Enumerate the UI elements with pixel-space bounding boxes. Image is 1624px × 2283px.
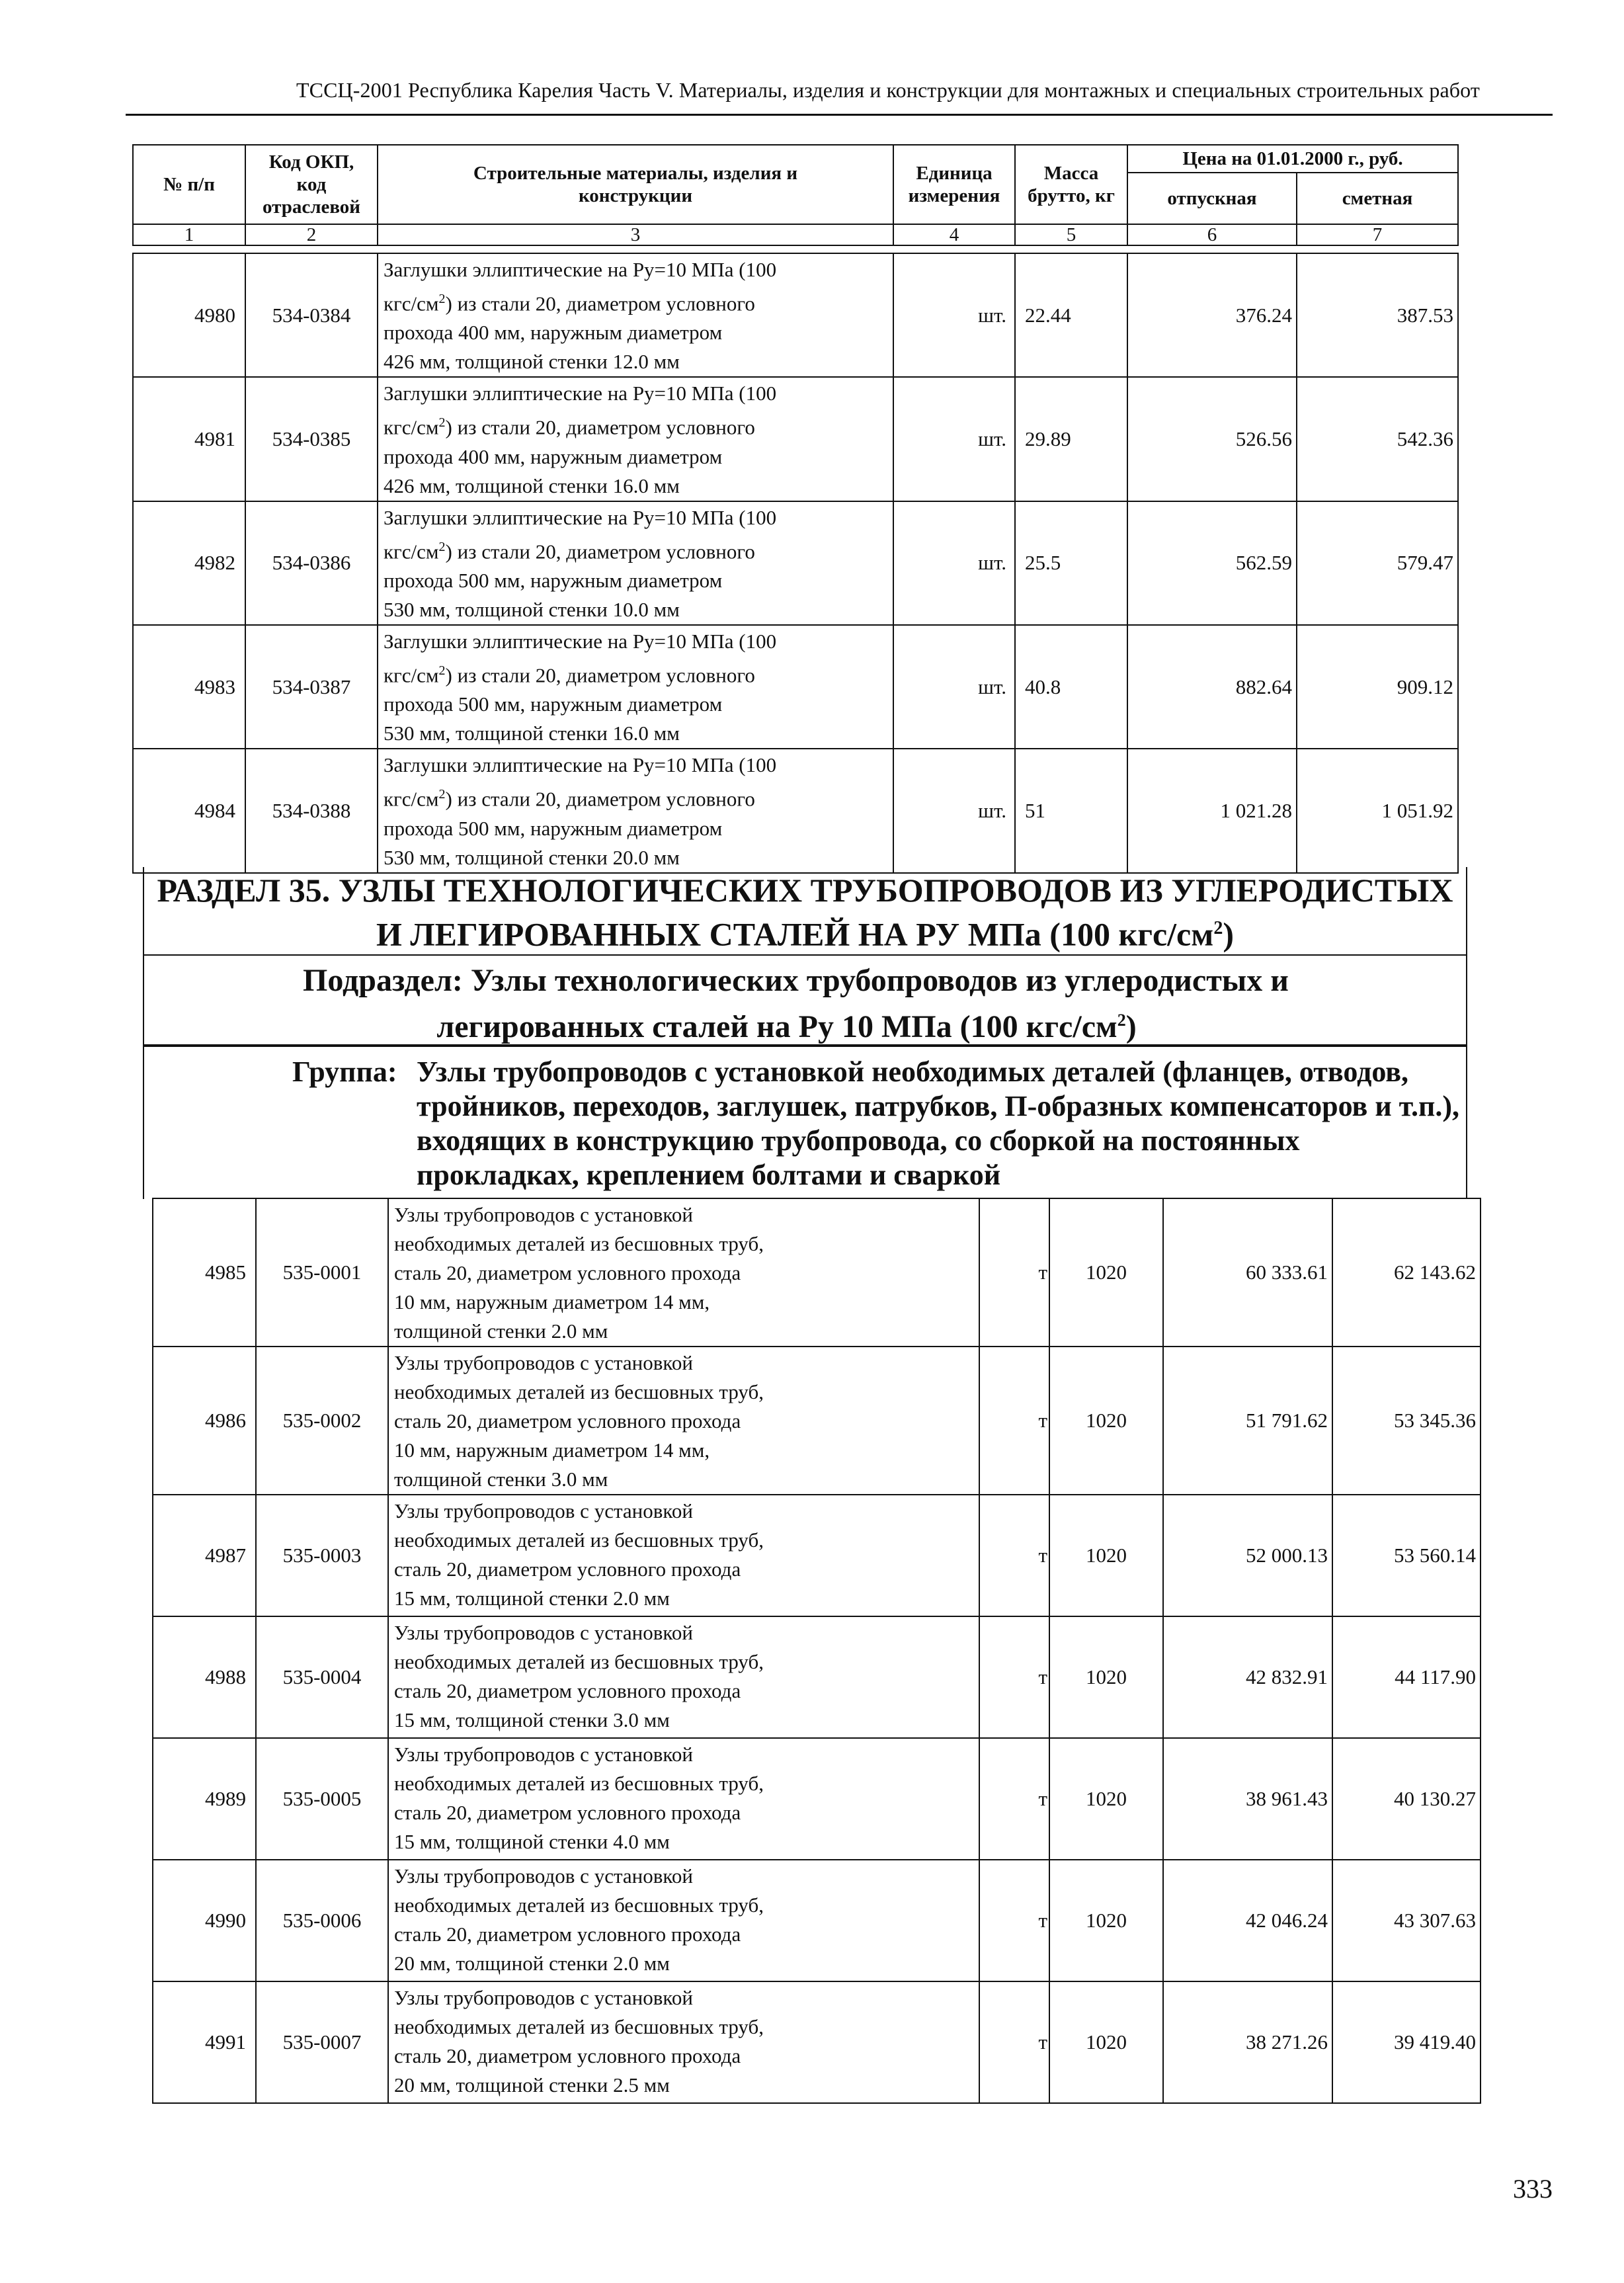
col-unit-header	[893, 145, 1015, 224]
superscript: 2	[438, 415, 446, 431]
description-line: 10 мм, наружным диаметром 14 мм,	[394, 1438, 710, 1462]
description-line: сталь 20, диаметром условного прохода	[394, 1261, 741, 1284]
description-line: Узлы трубопроводов с установкой	[394, 1203, 693, 1226]
description-line: Узлы трубопроводов с установкой	[394, 1351, 693, 1374]
row-estimate-price: 53 560.14	[1332, 1495, 1481, 1616]
row-release-price: 526.56	[1127, 377, 1297, 501]
row-estimate-price: 44 117.90	[1332, 1616, 1481, 1738]
row-description	[378, 377, 893, 501]
row-unit: шт.	[893, 377, 1015, 501]
description-line: 20 мм, толщиной стенки 2.5 мм	[394, 2073, 670, 2096]
col-index: 1	[133, 224, 245, 245]
col-name-header-line: конструкции	[578, 185, 693, 206]
description-line: прохода 500 мм, наружным диаметром	[384, 692, 723, 716]
col-mass-header-line: Масса	[1043, 163, 1099, 184]
superscript: 2	[1213, 918, 1223, 938]
description-line: Узлы трубопроводов с установкой	[394, 1499, 693, 1522]
col-code-header-line: отраслевой	[262, 196, 361, 218]
description-text: ) из стали 20, диаметром условного	[445, 415, 755, 439]
page-number: 333	[1513, 2174, 1553, 2204]
row-release-price: 38 961.43	[1163, 1738, 1332, 1860]
col-name-header-line: Строительные материалы, изделия и	[473, 163, 798, 184]
row-estimate-price: 909.12	[1297, 625, 1458, 749]
row-description	[388, 1738, 979, 1860]
col-index: 6	[1127, 224, 1297, 245]
description-line: сталь 20, диаметром условного прохода	[394, 1557, 741, 1581]
row-code: 535-0003	[256, 1495, 388, 1616]
row-estimate-price: 62 143.62	[1332, 1198, 1481, 1347]
row-estimate-price: 40 130.27	[1332, 1738, 1481, 1860]
row-description	[388, 1981, 979, 2103]
table-row	[153, 1495, 1481, 1616]
row-code: 534-0386	[245, 501, 378, 625]
row-code: 535-0002	[256, 1347, 388, 1495]
description-line: необходимых деталей из бесшовных труб,	[394, 1528, 764, 1552]
row-description	[388, 1860, 979, 1981]
description-line	[384, 532, 893, 566]
description-line: необходимых деталей из бесшовных труб,	[394, 1380, 764, 1403]
description-line: 530 мм, толщиной стенки 10.0 мм	[384, 597, 680, 621]
description-line: Узлы трубопроводов с установкой	[394, 1986, 693, 2009]
table-row	[133, 749, 1458, 872]
row-mass: 1020	[1049, 1738, 1163, 1860]
description-line	[384, 284, 893, 318]
col-mass-header	[1015, 145, 1127, 224]
description-line: Узлы трубопроводов с установкой	[394, 1621, 693, 1644]
group-text: Узлы трубопроводов с установкой необходимых деталей (фланцев, отводов, тройников, переходов, заглушек, патрубков, П-образных компенсаторов и т.п.), входящих в конструкцию трубопровода, со сборкой на постоянных прокладках, креплением болтами и сваркой	[417, 1056, 1459, 1191]
row-estimate-price: 53 345.36	[1332, 1347, 1481, 1495]
row-number: 4989	[153, 1738, 256, 1860]
row-release-price: 42 832.91	[1163, 1616, 1332, 1738]
row-release-price: 52 000.13	[1163, 1495, 1332, 1616]
description-line: Заглушки эллиптические на Ру=10 МПа (100	[384, 382, 777, 405]
row-release-price: 562.59	[1127, 501, 1297, 625]
row-description	[388, 1616, 979, 1738]
description-line: 15 мм, толщиной стенки 4.0 мм	[394, 1830, 670, 1853]
row-release-price: 42 046.24	[1163, 1860, 1332, 1981]
col-index: 7	[1297, 224, 1458, 245]
row-number: 4983	[133, 625, 245, 749]
row-mass: 1020	[1049, 1198, 1163, 1347]
subsection-title-line1: Подраздел: Узлы технологических трубопроводов из углеродистых и	[303, 963, 1289, 998]
row-unit: шт.	[893, 501, 1015, 625]
description-text: ) из стали 20, диаметром условного	[445, 663, 755, 687]
subsection-title-text: )	[1125, 1009, 1137, 1044]
row-number: 4985	[153, 1198, 256, 1347]
row-unit: т	[979, 1860, 1049, 1981]
superscript: 2	[438, 292, 446, 306]
table-header	[132, 144, 1459, 246]
row-number: 4991	[153, 1981, 256, 2103]
row-unit: шт.	[893, 625, 1015, 749]
row-unit: т	[979, 1981, 1049, 2103]
group-title	[143, 1044, 1467, 1199]
row-code: 534-0384	[245, 253, 378, 377]
row-code: 535-0007	[256, 1981, 388, 2103]
row-code: 535-0004	[256, 1616, 388, 1738]
row-description	[378, 501, 893, 625]
row-unit: шт.	[893, 253, 1015, 377]
table-row	[153, 1981, 1481, 2103]
row-number: 4986	[153, 1347, 256, 1495]
table-row	[153, 1860, 1481, 1981]
description-text: кгс/см	[384, 663, 439, 687]
row-number: 4990	[153, 1860, 256, 1981]
row-estimate-price: 39 419.40	[1332, 1981, 1481, 2103]
row-code: 535-0005	[256, 1738, 388, 1860]
superscript: 2	[438, 663, 446, 678]
description-line: необходимых деталей из бесшовных труб,	[394, 1772, 764, 1795]
row-description	[378, 625, 893, 749]
table-row	[133, 253, 1458, 377]
col-num-header: № п/п	[133, 145, 245, 224]
row-estimate-price: 542.36	[1297, 377, 1458, 501]
description-line: необходимых деталей из бесшовных труб,	[394, 1232, 764, 1255]
description-line: 426 мм, толщиной стенки 12.0 мм	[384, 350, 680, 374]
materials-table-top	[132, 253, 1459, 874]
section-title-line1: РАЗДЕЛ 35. УЗЛЫ ТЕХНОЛОГИЧЕСКИХ ТРУБОПРОВОДОВ ИЗ УГЛЕРОДИСТЫХ	[157, 872, 1453, 909]
section-title-text: )	[1223, 915, 1234, 953]
col-price-header: Цена на 01.01.2000 г., руб.	[1127, 145, 1458, 173]
description-text: ) из стали 20, диаметром условного	[445, 539, 755, 563]
description-line: прохода 500 мм, наружным диаметром	[384, 568, 723, 592]
description-line	[384, 656, 893, 690]
header-rule	[126, 114, 1553, 116]
description-text: кгс/см	[384, 787, 439, 811]
col-code-header	[245, 145, 378, 224]
row-number: 4980	[133, 253, 245, 377]
description-line: прохода 400 мм, наружным диаметром	[384, 444, 723, 468]
col-release-header: отпускная	[1127, 173, 1297, 224]
row-description	[388, 1198, 979, 1347]
row-release-price: 376.24	[1127, 253, 1297, 377]
row-mass: 1020	[1049, 1860, 1163, 1981]
subsection-title-text: легированных сталей на Ру 10 МПа (100 кгс/см	[436, 1009, 1117, 1044]
description-text: кгс/см	[384, 292, 439, 315]
row-code: 534-0388	[245, 749, 378, 872]
table-row	[153, 1738, 1481, 1860]
description-line	[384, 408, 893, 442]
table-row	[153, 1198, 1481, 1347]
row-description	[378, 749, 893, 872]
row-release-price: 38 271.26	[1163, 1981, 1332, 2103]
row-number: 4988	[153, 1616, 256, 1738]
group-label: Группа:	[292, 1056, 397, 1088]
row-estimate-price: 43 307.63	[1332, 1860, 1481, 1981]
row-code: 535-0001	[256, 1198, 388, 1347]
row-code: 534-0387	[245, 625, 378, 749]
description-line: прохода 500 мм, наружным диаметром	[384, 816, 723, 840]
col-code-header-line: Код ОКП,	[268, 151, 354, 173]
row-unit: т	[979, 1347, 1049, 1495]
description-line: Узлы трубопроводов с установкой	[394, 1864, 693, 1888]
row-mass: 40.8	[1015, 625, 1127, 749]
description-line: сталь 20, диаметром условного прохода	[394, 1923, 741, 1946]
row-number: 4981	[133, 377, 245, 501]
row-number: 4982	[133, 501, 245, 625]
row-mass: 1020	[1049, 1495, 1163, 1616]
description-line: 15 мм, толщиной стенки 2.0 мм	[394, 1587, 670, 1610]
section-title	[143, 867, 1467, 956]
col-index: 5	[1015, 224, 1127, 245]
description-line: необходимых деталей из бесшовных труб,	[394, 2015, 764, 2038]
col-unit-header-line: измерения	[908, 185, 1000, 206]
row-description	[388, 1347, 979, 1495]
row-mass: 1020	[1049, 1347, 1163, 1495]
row-description	[378, 253, 893, 377]
section-title-line2	[144, 909, 1466, 954]
col-index: 3	[378, 224, 893, 245]
row-mass: 1020	[1049, 1981, 1163, 2103]
subsection-title-line2	[126, 1001, 1447, 1047]
description-text: кгс/см	[384, 539, 439, 563]
description-line: Заглушки эллиптические на Ру=10 МПа (100	[384, 258, 777, 281]
row-estimate-price: 579.47	[1297, 501, 1458, 625]
row-unit: т	[979, 1495, 1049, 1616]
description-text: ) из стали 20, диаметром условного	[445, 292, 755, 315]
row-mass: 22.44	[1015, 253, 1127, 377]
description-line: 15 мм, толщиной стенки 3.0 мм	[394, 1708, 670, 1731]
description-text: ) из стали 20, диаметром условного	[445, 787, 755, 811]
running-header: ТССЦ-2001 Республика Карелия Часть V. Материалы, изделия и конструкции для монтажных и специальных строительных работ	[296, 78, 1480, 102]
row-release-price: 60 333.61	[1163, 1198, 1332, 1347]
row-number: 4987	[153, 1495, 256, 1616]
superscript: 2	[1117, 1011, 1126, 1030]
row-unit: шт.	[893, 749, 1015, 872]
row-estimate-price: 387.53	[1297, 253, 1458, 377]
description-line: 530 мм, толщиной стенки 20.0 мм	[384, 845, 680, 869]
superscript: 2	[438, 539, 446, 554]
col-code-header-line: код	[296, 174, 327, 195]
col-index: 2	[245, 224, 378, 245]
description-line	[384, 780, 893, 813]
subsection-title	[143, 954, 1467, 1047]
row-release-price: 51 791.62	[1163, 1347, 1332, 1495]
row-release-price: 882.64	[1127, 625, 1297, 749]
col-name-header	[378, 145, 893, 224]
row-mass: 1020	[1049, 1616, 1163, 1738]
description-line: сталь 20, диаметром условного прохода	[394, 2044, 741, 2067]
table-row	[153, 1347, 1481, 1495]
description-line: Узлы трубопроводов с установкой	[394, 1743, 693, 1766]
row-unit: т	[979, 1616, 1049, 1738]
description-line: 20 мм, толщиной стенки 2.0 мм	[394, 1952, 670, 1975]
row-mass: 51	[1015, 749, 1127, 872]
description-line: толщиной стенки 3.0 мм	[394, 1468, 608, 1491]
col-unit-header-line: Единица	[916, 163, 993, 184]
row-estimate-price: 1 051.92	[1297, 749, 1458, 872]
description-line: 10 мм, наружным диаметром 14 мм,	[394, 1290, 710, 1313]
table-row	[133, 501, 1458, 625]
description-line: сталь 20, диаметром условного прохода	[394, 1801, 741, 1824]
description-line: прохода 400 мм, наружным диаметром	[384, 321, 723, 345]
row-code: 534-0385	[245, 377, 378, 501]
row-code: 535-0006	[256, 1860, 388, 1981]
row-description	[388, 1495, 979, 1616]
description-line: 426 мм, толщиной стенки 16.0 мм	[384, 474, 680, 497]
row-unit: т	[979, 1198, 1049, 1347]
table-row	[133, 625, 1458, 749]
row-release-price: 1 021.28	[1127, 749, 1297, 872]
materials-table-bottom	[152, 1198, 1481, 2104]
description-text: кгс/см	[384, 415, 439, 439]
description-line: сталь 20, диаметром условного прохода	[394, 1409, 741, 1432]
section-title-text: И ЛЕГИРОВАННЫХ СТАЛЕЙ НА РУ МПа (100 кгс/см	[376, 915, 1214, 953]
description-line: сталь 20, диаметром условного прохода	[394, 1679, 741, 1702]
description-line: толщиной стенки 2.0 мм	[394, 1319, 608, 1343]
description-line: 530 мм, толщиной стенки 16.0 мм	[384, 722, 680, 745]
col-mass-header-line: брутто, кг	[1028, 185, 1115, 206]
col-index: 4	[893, 224, 1015, 245]
description-line: Заглушки эллиптические на Ру=10 МПа (100	[384, 629, 777, 653]
superscript: 2	[438, 787, 446, 802]
row-mass: 29.89	[1015, 377, 1127, 501]
description-line: Заглушки эллиптические на Ру=10 МПа (100	[384, 505, 777, 529]
description-line: необходимых деталей из бесшовных труб,	[394, 1650, 764, 1673]
row-unit: т	[979, 1738, 1049, 1860]
col-estimate-header: сметная	[1297, 173, 1458, 224]
table-row	[133, 377, 1458, 501]
table-row	[153, 1616, 1481, 1738]
row-number: 4984	[133, 749, 245, 872]
row-mass: 25.5	[1015, 501, 1127, 625]
description-line: необходимых деталей из бесшовных труб,	[394, 1893, 764, 1917]
description-line: Заглушки эллиптические на Ру=10 МПа (100	[384, 753, 777, 777]
